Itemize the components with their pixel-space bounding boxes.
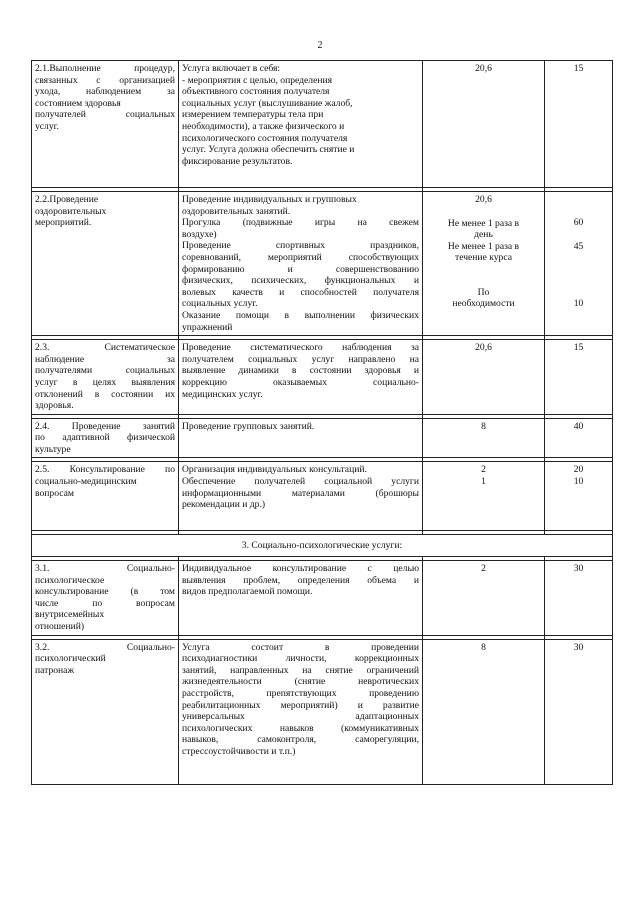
frequency-cell: 8: [423, 639, 545, 784]
description-line: объективного состояния получателя: [182, 86, 330, 98]
service-name-cell: [32, 340, 179, 415]
service-name-line: состоянием здоровья: [35, 97, 121, 109]
description-line: выявление динамики в состоянии здоровья и: [182, 365, 419, 377]
frequency-line: 1: [481, 476, 486, 488]
description-line: психологических навыков (коммуникативных: [182, 722, 419, 734]
description-line: оздоровительных занятий.: [182, 205, 291, 217]
service-name-line: 3.1. Социально-: [35, 563, 175, 575]
service-name-line: 2.1.Выполнение процедур,: [35, 63, 175, 74]
service-name-line: ухода, наблюдением за: [35, 86, 175, 98]
table-row: [32, 418, 613, 458]
service-name-line: получателями социальных: [35, 365, 175, 377]
description-line: социальных услуг.: [182, 298, 258, 310]
time-norm-cell: [545, 192, 613, 336]
frequency-cell: 20,6: [423, 340, 545, 415]
table-row: [32, 192, 613, 336]
service-description-cell: [179, 61, 423, 188]
description-line: выявления проблем, определения объема и: [182, 574, 419, 586]
description-line: жизнедеятельности (снятие невротических: [182, 676, 419, 688]
time-norm-line: 10: [573, 476, 584, 488]
frequency-line: [426, 264, 541, 276]
description-line: рекомендации и др.): [182, 499, 266, 511]
description-line: Обеспечение получателей социальной услуги: [182, 476, 419, 488]
description-line: стрессоустойчивости и т.п.): [182, 745, 296, 757]
service-name-cell: [32, 61, 179, 188]
frequency-cell: 2: [423, 561, 545, 636]
service-name-line: услуг в целях выявления: [35, 376, 175, 388]
frequency-cell: 8: [423, 418, 545, 458]
service-name-line: 3.2. Социально-: [35, 641, 175, 653]
table-row: [32, 462, 613, 531]
description-line: занятий, направленных на снятие ограничений: [182, 664, 419, 676]
description-line: измерением температуры тела при: [182, 109, 324, 121]
description-line: соревнований, мероприятий способствующих: [182, 251, 419, 263]
description-line: социальных услуг (выслушивание жалоб,: [182, 97, 353, 109]
description-line: Услуга состоит в проведении: [182, 641, 419, 653]
service-name-line: отношений): [35, 621, 85, 633]
time-norm-cell: 30: [545, 561, 613, 636]
description-line: Прогулка (подвижные игры на свежем: [182, 217, 419, 229]
description-line: расстройств, препятствующих проведению: [182, 688, 419, 699]
description-line: реабилитационных мероприятий) и развитие: [182, 699, 419, 711]
frequency-line: Не менее 1 раза в: [447, 217, 520, 229]
service-name-line: консультирование (в том: [35, 586, 175, 598]
service-description-cell: [179, 192, 423, 336]
description-line: получателем социальных услуг направлено на: [182, 353, 419, 365]
services-table: [31, 60, 613, 785]
table-row: [32, 61, 613, 188]
service-description-cell: [179, 418, 423, 458]
service-description-cell: [179, 561, 423, 636]
description-line: информационными материалами (брошюры: [182, 487, 419, 499]
description-line: универсальных адаптационных: [182, 711, 419, 723]
service-name-line: вопросам: [35, 487, 74, 499]
service-name-line: получателей социальных: [35, 109, 175, 121]
frequency-cell: 20,6: [423, 61, 545, 188]
service-name-cell: [32, 462, 179, 531]
service-name-line: культуре: [35, 443, 71, 455]
service-name-line: 2.2.Проведение: [35, 194, 99, 205]
service-description-cell: [179, 340, 423, 415]
service-description-cell: [179, 639, 423, 784]
description-line: упражнений: [182, 321, 233, 333]
frequency-line: день: [474, 229, 493, 241]
description-line: психодиагностики личности, коррекционных: [182, 653, 419, 665]
frequency-line: По: [477, 286, 490, 298]
frequency-cell: [423, 462, 545, 531]
table-row: [32, 340, 613, 415]
service-name-cell: [32, 561, 179, 636]
service-name-line: наблюдение за: [35, 353, 175, 365]
time-norm-line: 45: [573, 240, 584, 252]
frequency-line: течение курса: [455, 252, 512, 264]
service-name-line: мероприятий.: [35, 217, 92, 229]
time-norm-cell: [545, 462, 613, 531]
description-line: Проведение систематического наблюдения за: [182, 342, 419, 354]
service-name-line: психологическое: [35, 574, 105, 586]
table-row: [32, 639, 613, 784]
description-line: коррекцию оказываемых социально-: [182, 376, 419, 388]
service-name-line: оздоровительных: [35, 205, 107, 217]
description-line: Индивидуальное консультирование с целью: [182, 563, 419, 575]
description-line: психологического состояния получателя: [182, 132, 348, 144]
description-line: необходимости), а также физического и: [182, 120, 345, 132]
service-name-line: отклонений в состоянии их: [35, 388, 175, 400]
time-norm-line: 10: [573, 298, 584, 310]
description-line: Проведение спортивных праздников,: [182, 240, 419, 252]
service-name-line: 2.4. Проведение занятий: [35, 420, 175, 432]
description-line: видов предполагаемой помощи.: [182, 586, 313, 598]
time-norm-line: 20: [573, 464, 584, 476]
description-line: медицинских услуг.: [182, 388, 263, 400]
service-name-line: психологический: [35, 653, 106, 665]
service-name-cell: [32, 639, 179, 784]
description-line: Организация индивидуальных консультаций.: [182, 464, 367, 476]
service-name-line: здоровья.: [35, 400, 74, 412]
page-number: 2: [317, 40, 323, 51]
service-name-line: числе по вопросам: [35, 597, 175, 609]
frequency-cell: [423, 192, 545, 336]
frequency-line: необходимости: [452, 298, 515, 310]
description-line: услуг. Услуга должна обеспечить снятие и: [182, 144, 355, 156]
service-name-line: социально-медицинским: [35, 476, 137, 488]
service-name-cell: [32, 418, 179, 458]
description-line: Оказание помощи в выполнении физических: [182, 309, 419, 321]
service-name-line: внутрисемейных: [35, 609, 105, 621]
time-norm-cell: 40: [545, 418, 613, 458]
frequency-line: 20,6: [475, 194, 492, 205]
description-line: физических, психических, функциональных и: [182, 275, 419, 287]
description-line: волевых качеств и способностей получателя: [182, 286, 419, 298]
service-name-cell: [32, 192, 179, 336]
service-name-line: патронаж: [35, 664, 75, 676]
service-name-line: услуг.: [35, 120, 59, 132]
time-norm-line: 60: [573, 217, 584, 228]
service-name-line: связанных с организацией: [35, 74, 175, 86]
time-norm-cell: 30: [545, 639, 613, 784]
description-line: формированию и совершенствованию: [182, 263, 419, 275]
time-norm-cell: 15: [545, 61, 613, 188]
description-line: воздухе): [182, 228, 217, 240]
description-line: Проведение групповых занятий.: [182, 420, 315, 432]
description-line: навыков, самоконтроля, саморегуляции,: [182, 734, 419, 746]
table-row: [32, 561, 613, 636]
section-title: 3. Социально-психологические услуги:: [32, 535, 613, 557]
service-name-line: 2.5. Консультирование по: [35, 464, 175, 476]
description-line: фиксирование результатов.: [182, 155, 293, 167]
description-line: Проведение индивидуальных и групповых: [182, 194, 357, 205]
description-line: Услуга включает в себя:: [182, 63, 281, 74]
section-header-row: [32, 535, 613, 557]
description-line: - мероприятия с целью, определения: [182, 74, 333, 86]
time-norm-cell: 15: [545, 340, 613, 415]
service-name-line: 2.3. Систематическое: [35, 342, 175, 354]
service-name-line: по адаптивной физической: [35, 432, 175, 444]
service-description-cell: [179, 462, 423, 531]
frequency-line: Не менее 1 раза в: [447, 240, 520, 252]
frequency-line: 2: [481, 464, 486, 476]
